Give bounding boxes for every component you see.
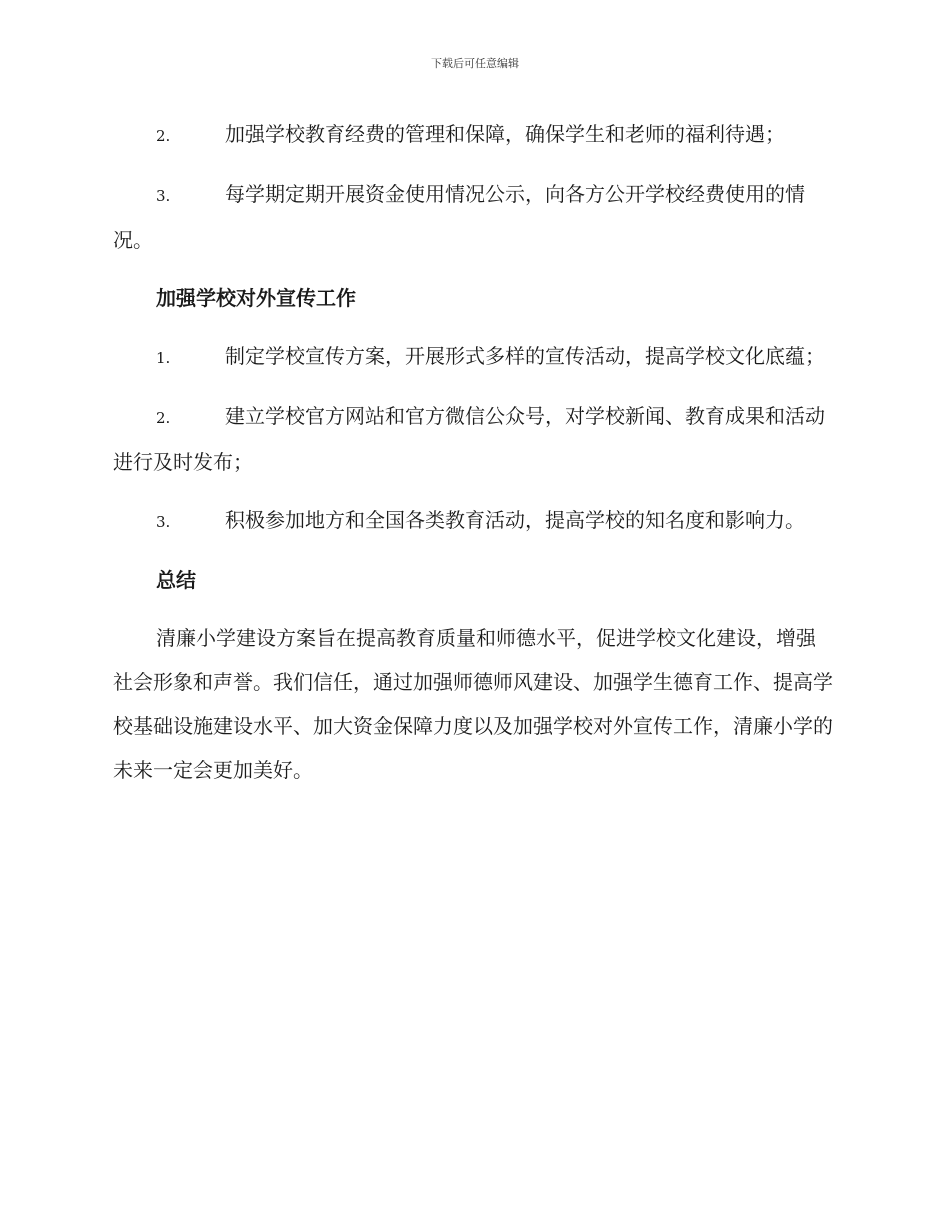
list-item-number: 2. [156,409,171,427]
list-item-number: 2. [156,127,171,145]
list-item [113,172,835,262]
list-item-text: 制定学校宣传方案，开展形式多样的宣传活动，提高学校文化底蕴； [225,344,825,368]
list-item [113,334,835,380]
section-heading-publicity: 加强学校对外宣传工作 [156,286,356,310]
section-heading-summary: 总结 [156,568,196,592]
list-item [113,112,835,158]
list-item [113,394,835,484]
list-item-text: 加强学校教育经费的管理和保障，确保学生和老师的福利待遇； [225,122,785,146]
list-item-text: 积极参加地方和全国各类教育活动，提高学校的知名度和影响力。 [225,508,805,532]
list-item-number: 3. [156,513,171,531]
list-item-text: 建立学校官方网站和官方微信公众号，对学校新闻、教育成果和活动进行及时发布； [113,404,825,474]
list-item-number: 1. [156,349,171,367]
list-item [113,498,835,544]
document-body [113,112,835,792]
summary-paragraph: 清廉小学建设方案旨在提高教育质量和师德水平，促进学校文化建设，增强社会形象和声誉。我们信任，通过加强师德师风建设、加强学生德育工作、提高学校基础设施建设水平、加大资金保障力度以及加强学校对外宣传工作，清廉小学的未来一定会更加美好。 [113,626,833,782]
list-item-number: 3. [156,187,171,205]
page-header: 下载后可任意编辑 [431,57,519,70]
list-item-text: 每学期定期开展资金使用情况公示，向各方公开学校经费使用的情况。 [113,182,805,252]
